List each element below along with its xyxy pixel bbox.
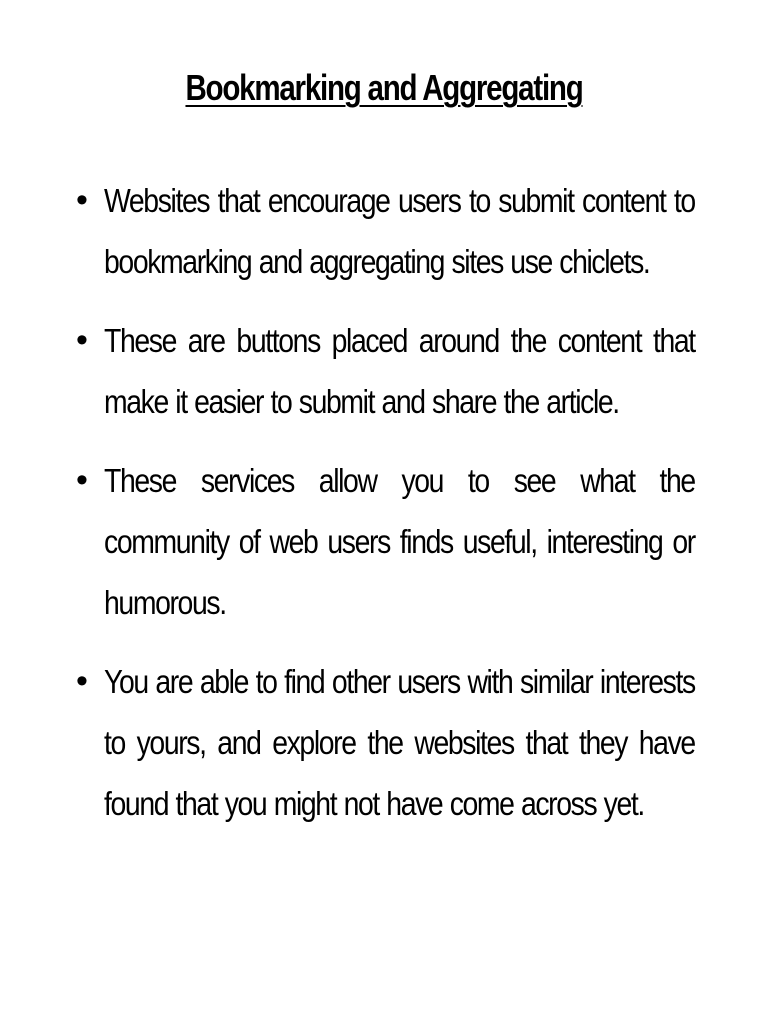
bullet-item bbox=[72, 310, 694, 432]
bullet-dot-icon: • bbox=[76, 662, 88, 700]
bullet-dot-icon: • bbox=[76, 321, 88, 359]
bullet-item bbox=[72, 170, 694, 292]
bullet-list bbox=[72, 170, 694, 852]
bullet-item bbox=[72, 651, 694, 834]
bullet-dot-icon: • bbox=[76, 181, 88, 219]
slide-title: Bookmarking and Aggregating bbox=[185, 67, 583, 108]
bullet-text: These are buttons placed around the content that make it easier to submit and share the article. bbox=[104, 322, 695, 420]
bullet-item bbox=[72, 450, 694, 633]
bullet-dot-icon: • bbox=[76, 461, 88, 499]
bullet-text: Websites that encourage users to submit content to bookmarking and aggregating sites use chiclets. bbox=[104, 182, 695, 280]
bullet-text: These services allow you to see what the community of web users finds useful, interesting or humorous. bbox=[104, 462, 695, 621]
bullet-text: You are able to find other users with similar interests to yours, and explore the websites that they have found that you might not have come across yet. bbox=[104, 663, 695, 822]
